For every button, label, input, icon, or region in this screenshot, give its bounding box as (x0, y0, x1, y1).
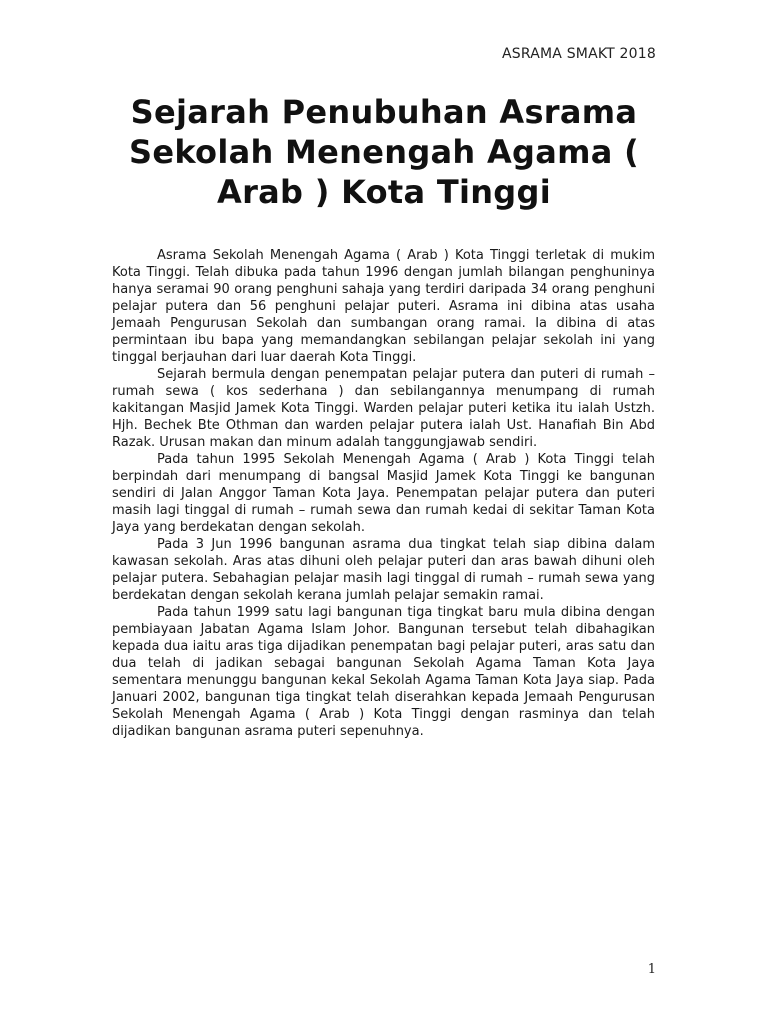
paragraph-3: Pada tahun 1995 Sekolah Menengah Agama ( Arab ) Kota Tinggi telah berpindah dari menumpang di bangsal Masjid Jamek Kota Tinggi ke bangunan sendiri di Jalan Anggor Taman Kota Jaya. Penempatan pelajar putera dan puteri masih lagi tinggal di rumah – rumah sewa dan rumah kedai di sekitar Taman Kota Jaya yang berdekatan dengan sekolah. (112, 452, 655, 535)
paragraph-1: Asrama Sekolah Menengah Agama ( Arab ) Kota Tinggi terletak di mukim Kota Tinggi. Telah dibuka pada tahun 1996 dengan jumlah bilangan penghuninya hanya seramai 90 orang penghuni sahaja yang terdiri daripada 34 orang penghuni pelajar putera dan 56 penghuni pelajar puteri. Asrama ini dibina atas usaha Jemaah Pengurusan Sekolah dan sumbangan orang ramai. Ia dibina di atas permintaan ibu bapa yang memandangkan sebilangan pelajar sekolah ini yang tinggal berjauhan dari luar daerah Kota Tinggi. (112, 248, 655, 365)
paragraph-5: Pada tahun 1999 satu lagi bangunan tiga tingkat baru mula dibina dengan pembiayaan Jabatan Agama Islam Johor. Bangunan tersebut telah dibahagikan kepada dua iaitu aras tiga dijadikan penempatan bagi pelajar puteri, aras satu dan dua telah di jadikan sebagai bangunan Sekolah Agama Taman Kota Jaya sementara menunggu bangunan kekal Sekolah Agama Taman Kota Jaya siap. Pada Januari 2002, bangunan tiga tingkat telah diserahkan kepada Jemaah Pengurusan Sekolah Menengah Agama ( Arab ) Kota Tinggi dengan rasminya dan telah dijadikan bangunan asrama puteri sepenuhnya. (112, 605, 655, 739)
document-title: Sejarah Penubuhan Asrama Sekolah Menengah Agama ( Arab ) Kota Tinggi (128, 93, 640, 211)
running-header: ASRAMA SMAKT 2018 (502, 46, 656, 62)
document-body (112, 247, 655, 740)
paragraph-4: Pada 3 Jun 1996 bangunan asrama dua tingkat telah siap dibina dalam kawasan sekolah. Aras atas dihuni oleh pelajar puteri dan aras bawah dihuni oleh pelajar putera. Sebahagian pelajar masih lagi tinggal di rumah – rumah sewa yang berdekatan dengan sekolah kerana jumlah pelajar semakin ramai. (112, 537, 655, 603)
page-number: 1 (647, 962, 656, 977)
paragraph-2: Sejarah bermula dengan penempatan pelajar putera dan puteri di rumah – rumah sewa ( kos sederhana ) dan sebilangannya menumpang di rumah kakitangan Masjid Jamek Kota Tinggi. Warden pelajar puteri ketika itu ialah Ustzh. Hjh. Bechek Bte Othman dan warden pelajar putera ialah Ust. Hanafiah Bin Abd Razak. Urusan makan dan minum adalah tanggungjawab sendiri. (112, 367, 655, 450)
